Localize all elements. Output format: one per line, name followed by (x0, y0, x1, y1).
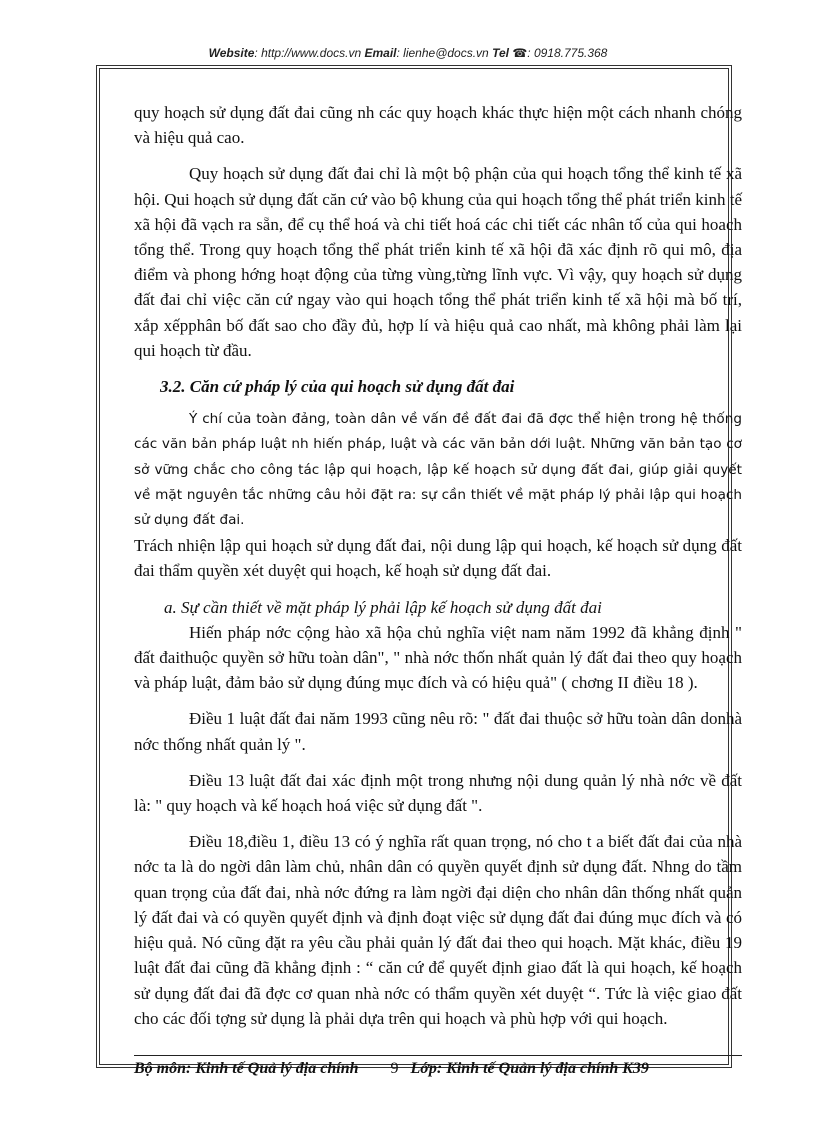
tel-label: Tel (492, 46, 509, 60)
email-value: : lienhe@docs.vn (396, 46, 489, 60)
paragraph: Điều 13 luật đất đai xác định một trong nhưng nội dung quản lý nhà nớc về đất là: " quy hoạch và kế hoạch hoá việc sử dụng đất ". (134, 770, 742, 816)
paragraph: quy hoạch sử dụng đất đai cũng nh các quy hoạch khác thực hiện một cách nhanh chóng và hiệu quả cao. (134, 103, 742, 148)
document-body (134, 100, 742, 1042)
tel-value: : 0918.775.368 (527, 46, 608, 60)
paragraph: Trách nhiện lập qui hoạch sử dụng đất đai, nội dung lập qui hoạch, kế hoạch sử dụng đất đai thẩm quyền xét duyệt qui hoạch, kế hoạh sử dụng đất đai. (134, 536, 742, 581)
footer-class: Lớp: Kinh tế Quản lý địa chính K39 (410, 1060, 649, 1077)
phone-icon: ☎ (512, 46, 528, 60)
paragraph: Quy hoạch sử dụng đất đai chỉ là một bộ phận của qui hoạch tổng thể kinh tế xã hội. Qui hoạch sử dụng đất căn cứ vào bộ khung của qui hoạch tổng thể phát triển kinh tế xã hội đã vạch ra sẵn, để cụ thể hoá và chi tiết hoá các chi tiết các nhân tố của qui hoach tổng thể. Trong quy hoạch tổng thể phát triển kinh tế xã hội đã xác định rõ qui mô, địa điểm và phong hớng hoạt động của từng vùng,từng lĩnh vực. Vì vậy, quy hoạch sử dụng đất đai chỉ việc căn cứ ngay vào qui hoạch tổng thể phát triển kinh tế xã hội mà bố trí, xắp xếpphân bố đất sao cho đầy đủ, hợp lí và hiệu quả cao nhất, mà không phải làm lại qui hoạch từ đầu. (134, 164, 742, 360)
paragraph: Hiến pháp nớc cộng hào xã hộa chủ nghĩa việt nam năm 1992 đã khẳng định " đất đaithuộc quyền sở hữu toàn dân", " nhà nớc thốn nhất quản lý đất đai theo quy hoạch và pháp luật, đảm bảo sử dụng đúng mục đích và có hiệu quả" ( chơng II điều 18 ). (134, 622, 742, 693)
page-header (0, 46, 816, 60)
paragraph: Điều 18,điều 1, điều 13 có ý nghĩa rất quan trọng, nó cho t a biết đất đai của nhà nớc ta là do ngời dân làm chủ, nhân dân có quyền quyết định sử dụng đất. Nhng do tầm quan trọng của đất đai, nhà nớc đứng ra làm ngời đại diện cho nhân dân thống nhất quản lý đất đai và có quyền quyết định và định đoạt việc sử dụng đất đai đúng mục đích và có hiệu quả. Nó cũng đặt ra yêu cầu phải quản lý đất đai theo qui hoạch. Mặt khác, điều 19 luật đất đai cũng đã khẳng định : “ căn cứ để quyết định giao đất là qui hoạch, kế hoạch sử dụng đất đai đã đợc cơ quan nhà nớc có thẩm quyền xét duyệt “. Tức là việc giao đất cho các đối tợng sử dụng là phải dựa trên qui hoạch và phù hợp với qui hoạch. (134, 832, 742, 1028)
paragraph: Ý chí của toàn đảng, toàn dân về vấn đề đất đai đã đợc thể hiện trong hệ thống các văn bản pháp luật nh hiến pháp, luật và các văn bản dới luật. Những văn bản tạo cơ sở vững chắc cho công tác lập qui hoạch, lập kế hoạch sử dụng đất đai, giúp giải quyết về mặt nguyên tắc những câu hỏi đặt ra: sự cần thiết về mặt pháp lý phải lập qui hoạch sử dụng đất đai. (134, 411, 742, 529)
section-heading: 3.2. Căn cứ pháp lý của qui hoạch sử dụng đất đai (160, 377, 515, 397)
email-label: Email (364, 46, 397, 60)
website-value: : http://www.docs.vn (254, 46, 362, 60)
subsection-heading: a. Sự cần thiết về mặt pháp lý phải lập kế hoạch sử dụng đất đai (164, 597, 602, 617)
website-label: Website (208, 46, 255, 60)
paragraph: Điều 1 luật đất đai năm 1993 cũng nêu rõ: " đất đai thuộc sở hữu toàn dân donhà nớc thống nhất quản lý ". (134, 709, 742, 754)
footer-department: Bộ môn: Kinh tế Quả lý địa chính (134, 1060, 359, 1077)
footer-divider (134, 1055, 742, 1056)
page-number: 9 (390, 1060, 399, 1077)
page-footer (134, 1060, 754, 1078)
